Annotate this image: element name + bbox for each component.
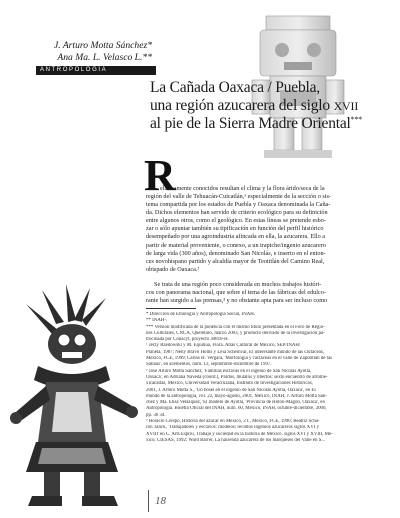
section-label: ANTROPOLOGÍA	[36, 66, 156, 75]
footnote: *** Versión modificada de la ponencia con el mismo título presentada en el Foro de Regio-	[146, 324, 325, 330]
footnote: chez y Ma. Elisa Velázquez, 'El modelo de Ayotla, 'Provincia de Hoton-Magón, Oaxaca', en	[146, 400, 325, 406]
footnote: México, FCE, 1999; Carlos H. Vergara, 'Morfología y cactáceas en el valle de Zapotitlán de las	[146, 356, 333, 362]
footnote: xico, CIESAS, 1992; Ward Barrer, La hacienda azucarera de los marqueses del Valle en S...	[146, 437, 326, 443]
footnote: pp. 36 34.	[146, 412, 166, 418]
footnote: xicanistas, México, Universidad Veracruzana, Instituto de Investigaciones Históricas,	[146, 381, 313, 387]
footnote: ³ Horacio Crespo, Historia del azúcar en México, 2 t., México, FCE, 1990; Beatriz Scha-	[146, 419, 320, 425]
footnote: XVIII' en C. Arts Espriú, Trabajo y sociedad en la historia de México. siglos XVI y XVIII, Mé-	[146, 431, 333, 437]
footnote: ron Tanck, 'Trabajadores y esclavos: modelos; recintos ingenios azucareros siglos XVI y	[146, 425, 320, 431]
drop-cap: R	[144, 151, 176, 200]
body-line: elativamente conocidos resultan el clima y la flora árido/seca de la	[160, 185, 325, 192]
footnote: ² José Arturo Motta Sánchez, 'Familias esclavas en el ingenio de San Nicolás Ayotla,	[146, 368, 312, 374]
deity-figure-icon	[2, 282, 152, 514]
footnote: Oaxaca', en Adriana Naveda (coord.), Pardos, mulatos y libertos: sexto encuentro de afrome-	[146, 374, 328, 380]
footnote: 2001, J. Arturo Motta S., 'Un bosel en el ingenio de San Nicolás Ayotla, Oaxaca', en El	[146, 387, 316, 393]
footnote: trocinada por Conacyt, proyecto 30810-H.	[146, 337, 229, 343]
footnote: * Dirección de Etnología y Antropología Social, INAH.	[146, 312, 256, 317]
footnote: Antropología. Boletín Oficial del INAH, núm. 60, México, INAH, octubre-diciembre, 2000,	[146, 406, 327, 412]
article-title: La Cañada Oaxaca / Puebla, una región azucarera del siglo XVII al pie de la Sierra Madre Oriental***	[150, 79, 363, 132]
footnote: Planeta, 1987; Nelly Bravo Hollis y Léia Scheinvar, El interesante mundo de las cactáceas,	[146, 349, 324, 355]
footnote: Salinas', en Elementos, núm. 12, septiembre-diciembre de 1997.	[146, 362, 272, 368]
footnote: nes Culturales, CNCA, Querétaro, marzo 2003, y producto derivado de la investigación pa-	[146, 330, 325, 336]
body-paragraph-1: región del valle de Tehuacán-Cuicatlán,¹ especialmente de la sección o sis- tema compartida por los estados de Puebla y Oaxaca denominada la Caña- da. Dichos elementos han servido de criterio ecológico para su definición entre algunos otros, como el geológico. En estas líneas se pretende esbo- zar o sólo apuntar también su tipificación en función del perfil histórico desempeñado por una agroindustria afincada en ella, la azucarera. Ello a partir de material proveniente, o conexo, a un trapiche/ingenio azucarero de larga vida (300 años), denominado San Nicolás, e inserto en el enton- ces novohispano partido y alcaldía mayor de Teotitlán del Camino Real, obispado de Oaxaca.²	[146, 193, 331, 273]
footnote: ¹ Jerzy Rzedowski y M. Equihua, Flora. Atlas Cultural de México, SEP/INAH/	[146, 343, 301, 349]
footnotes	[146, 312, 390, 444]
page-number-rule	[148, 490, 149, 512]
author-block	[32, 40, 152, 64]
body-paragraph	[160, 185, 390, 193]
author-name: J. Arturo Motta Sánchez*	[53, 40, 152, 51]
footnote-rule	[146, 308, 196, 309]
footnote: mundo de la antropología, vol. 22, mayo-agosto, 2001, México, INAH; J. Arturo Motta Sán-	[146, 393, 327, 399]
page-number: 18	[155, 495, 166, 507]
footnote: ** INAH-.	[146, 318, 168, 324]
body-paragraph-2: Se trata de una región poco considerada en muchos trabajos históri- cos con panorama nacional, que sobre el tema de las fábricas del edulco- rante han surgido a las prensas,³ y no obstante apta para ser incluso como	[146, 281, 328, 305]
author-name: Ana Ma. L. Velasco L.**	[57, 52, 152, 63]
